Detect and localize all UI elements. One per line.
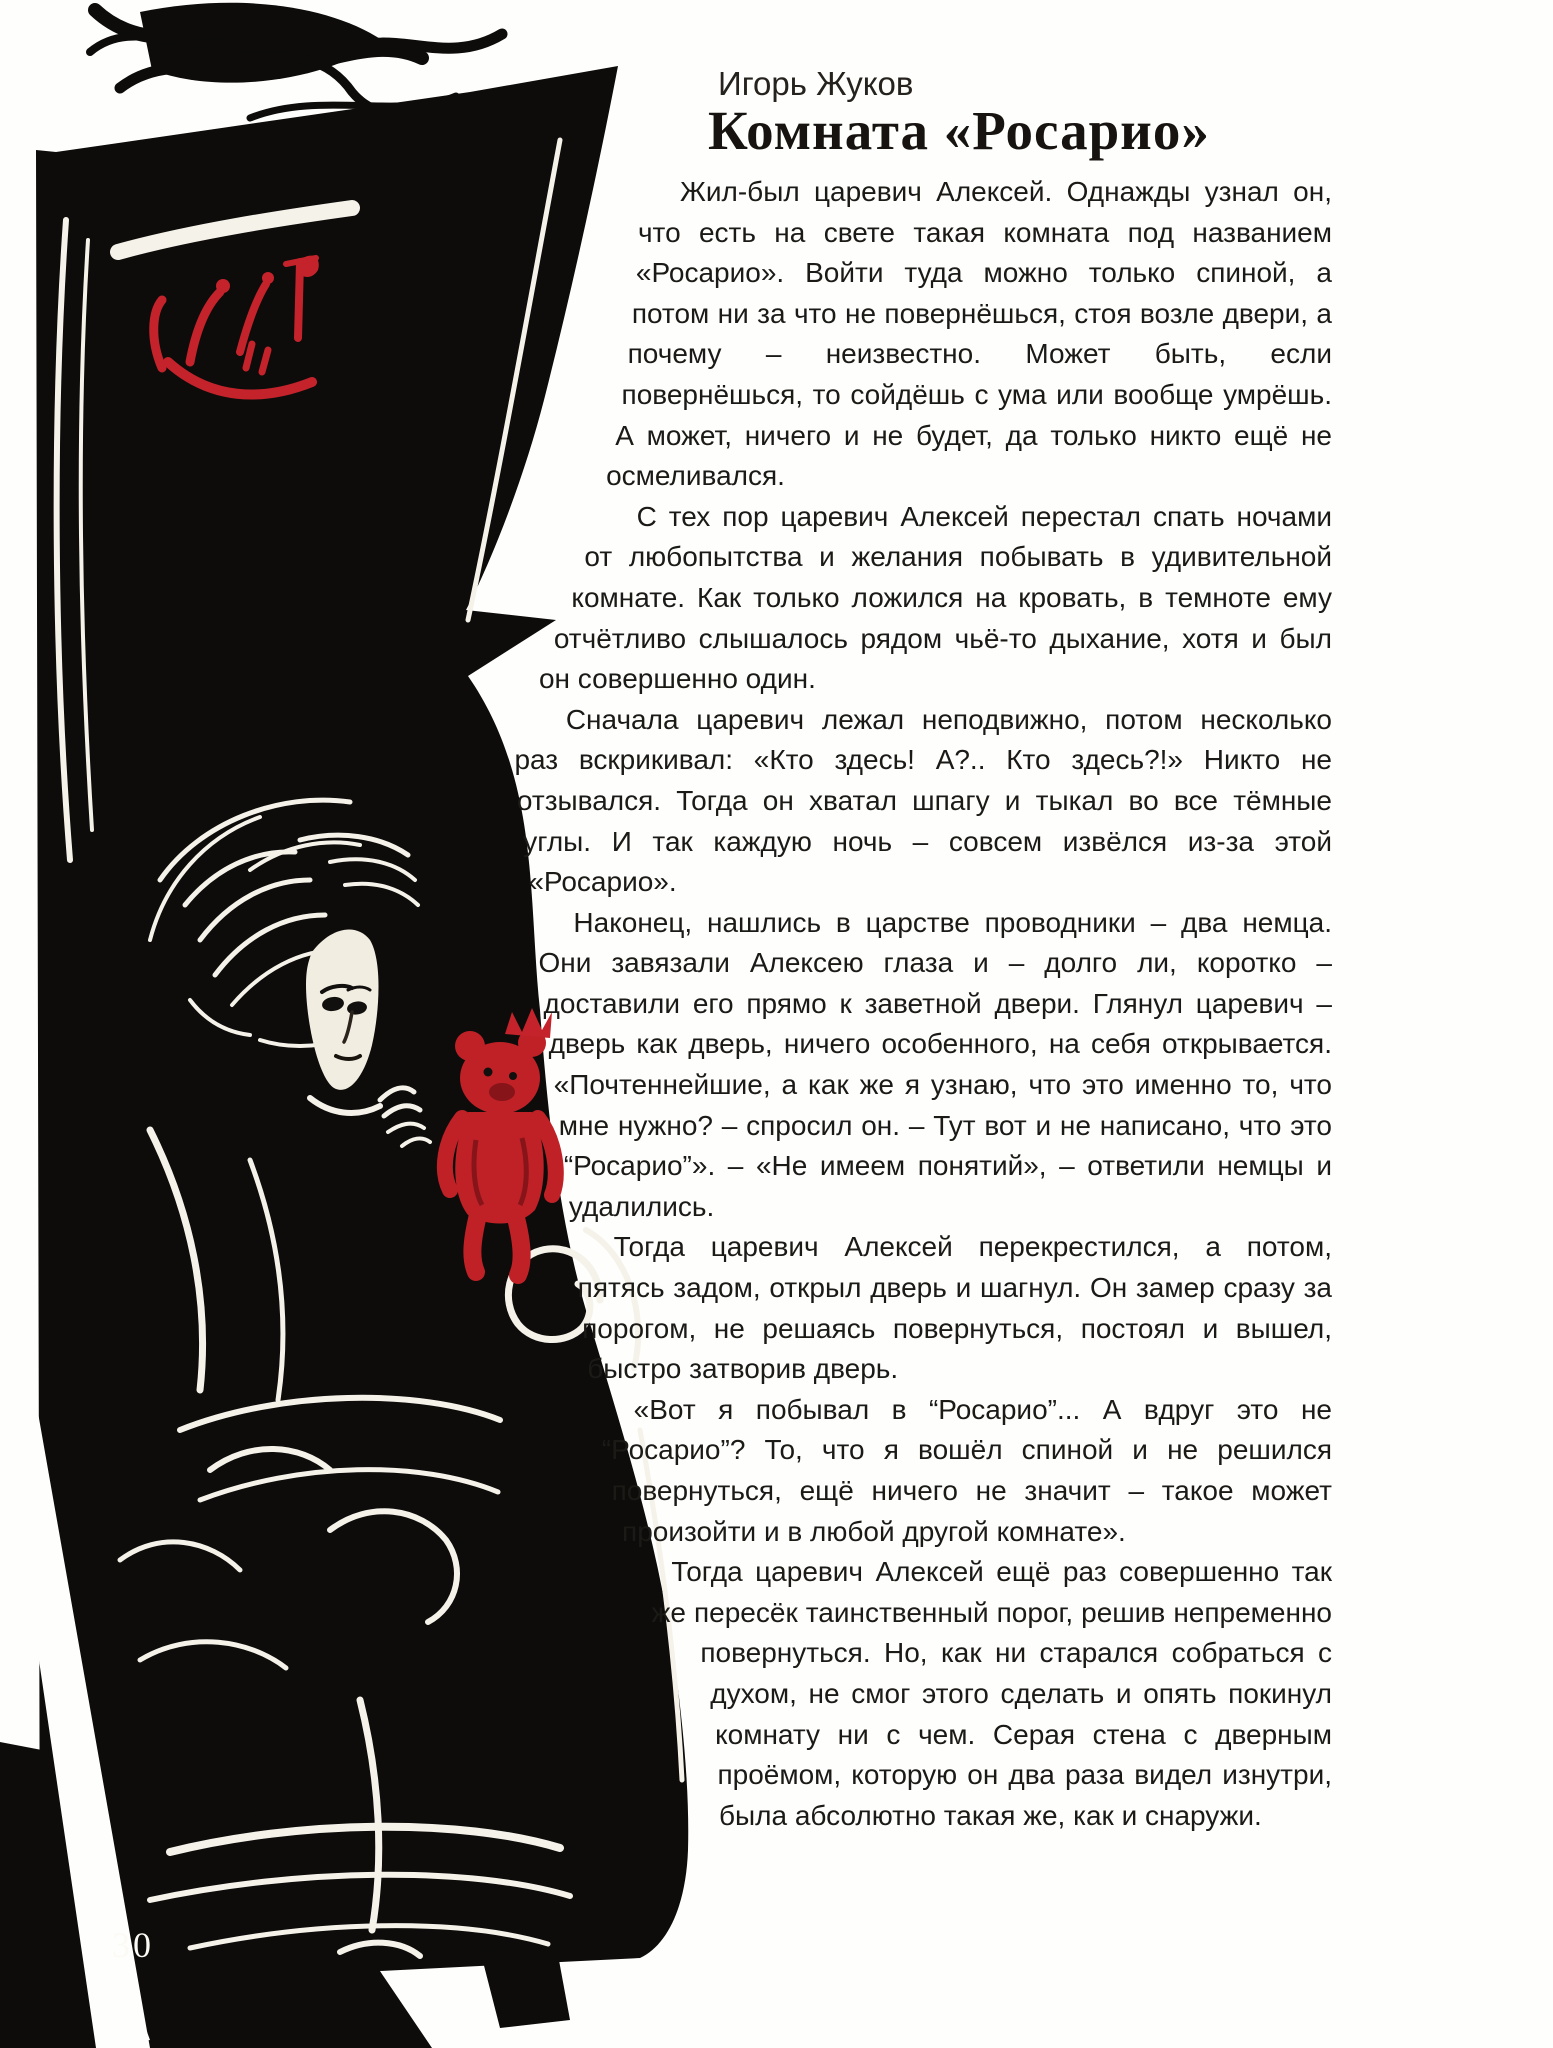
- paragraph: Тогда царевич Алексей ещё раз совершенно так же пересёк таинственный порог, решив непременно повернуться. Но, как ни старался собраться с духом, не смог этого сделать и опять покинул комнату ни с чем. Серая стена с дверным проёмом, которую он два раза видел изнутри, была абсолютно такая же, как и снаружи.: [651, 1556, 1332, 1831]
- paragraph: Жил-был царевич Алексей. Однажды узнал он, что есть на свете такая комната под названием «Росарио». Войти туда можно только спиной, а потом ни за что не повернёшься, стоя возле двери, а почему – неизвестно. Может быть, если повернёшься, то сойдёшь с ума или вообще умрёшь. А может, ничего и не будет, да только никто ещё не осмеливался.: [606, 176, 1332, 492]
- paragraph: «Вот я побывал в “Росарио”... А вдруг это не “Росарио”? То, что я вошёл спиной и не решился повернуться, ещё ничего не значит – такое может произойти и в любой другой комнате».: [601, 1393, 1332, 1547]
- story-text: [0, 172, 1332, 1962]
- story-title: Комната «Росарио»: [708, 100, 1210, 161]
- paragraph: С тех пор царевич Алексей перестал спать ночами от любопытства и желания побывать в удивительной комнате. Как только ложился на кровать, в темноте ему отчётливо слышалось рядом чьё-то дыхание, хотя и был он совершенно один.: [538, 500, 1332, 695]
- story-author: Игорь Жуков: [718, 65, 914, 102]
- paragraph: Сначала царевич лежал неподвижно, потом несколько раз вскрикивал: «Кто здесь! А?.. Кто здесь?!» Никто не отзывался. Тогда он хватал шпагу и тыкал во все тёмные углы. И так каждую ночь – совсем извёлся из-за этой «Росарио».: [514, 703, 1332, 898]
- paragraph: Наконец, нашлись в царстве проводники – два немца. Они завязали Алексею глаза и – долго ли, коротко – доставили его прямо к заветной двери. Глянул царевич – дверь как дверь, ничего особенного, на себя открывается. «Почтеннейшие, а как же я узнаю, что это именно то, что мне нужно? – спросил он. – Тут вот и не написано, что это “Росарио”». – «Не имеем понятий», – ответили немцы и удалились.: [538, 906, 1332, 1222]
- paragraph: Тогда царевич Алексей перекрестился, а потом, пятясь задом, открыл дверь и шагнул. Он замер сразу за порогом, не решаясь повернуться, постоял и вышел, быстро затворив дверь.: [577, 1231, 1332, 1385]
- page-number: 30: [112, 1925, 154, 1965]
